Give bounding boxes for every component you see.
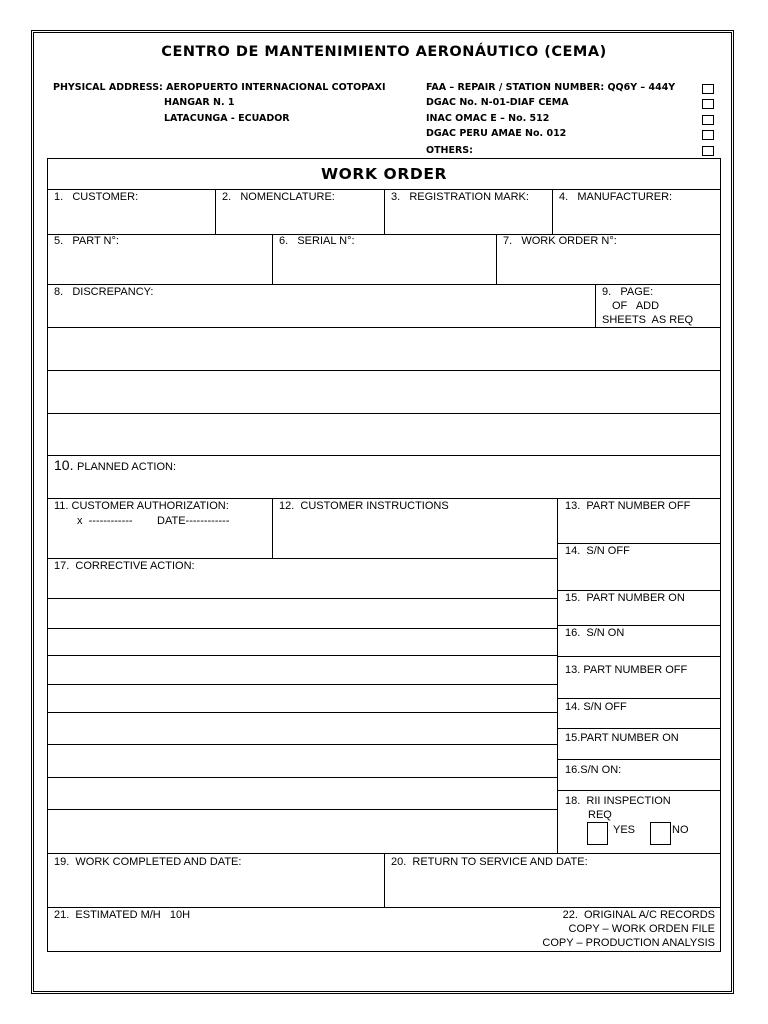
col-divider [557,498,558,853]
row-divider [557,790,721,791]
field-page-label: 9. PAGE: [602,286,654,298]
field-sn-off-label: 14. S/N OFF [565,545,630,557]
col-divider [272,234,273,284]
row-divider [47,744,557,745]
field-registration-mark-label: 3. REGISTRATION MARK: [391,191,529,203]
row-divider [557,656,721,657]
field-estimated-mh-label: 21. ESTIMATED M/H 10H [54,909,191,921]
col-divider [595,284,596,327]
address-city: LATACUNGA - ECUADOR [164,113,290,124]
field-return-to-service-label: 20. RETURN TO SERVICE AND DATE: [391,856,588,868]
row-divider [47,234,721,235]
field-manufacturer-label: 4. MANUFACTURER: [559,191,673,203]
field-sn-on-2-label: 16.S/N ON: [565,764,622,776]
field-nomenclature-label: 2. NOMENCLATURE: [222,191,335,203]
field-part-number-label: 5. PART N°: [54,235,119,247]
field-sn-on-label: 16. S/N ON [565,627,625,639]
row-divider [47,455,721,456]
copy-work-orden-file: COPY – WORK ORDEN FILE [568,923,715,935]
row-divider [47,598,557,599]
field-customer-label: 1. CUSTOMER: [54,191,139,203]
cert-faa: FAA – REPAIR / STATION NUMBER: QQ6Y – 444Y [426,82,676,93]
col-divider [272,498,273,558]
field-customer-authorization-sign: x ------------ DATE------------ [77,515,230,527]
row-divider [47,655,557,656]
rii-yes-label: YES [613,824,636,836]
field-page-of-add: OF ADD [612,300,660,312]
cert-inac: INAC OMAC E – No. 512 [426,113,550,124]
rii-no-label: NO [672,824,689,836]
checkbox-dgac-peru[interactable] [702,130,714,140]
field-sn-off-2-label: 14. S/N OFF [565,701,627,713]
col-divider [384,189,385,234]
row-divider [47,809,557,810]
field-corrective-action-label: 17. CORRECTIVE ACTION: [54,560,195,572]
field-planned-action-label: PLANNED ACTION: [77,461,177,473]
work-order-title: WORK ORDER [320,165,448,183]
field-rii-inspection-label: 18. RII INSPECTION [565,795,671,807]
field-page-sheets: SHEETS AS REQ [602,314,694,326]
cert-dgac-peru: DGAC PERU AMAE No. 012 [426,128,567,139]
checkbox-faa[interactable] [702,84,714,94]
rii-no-checkbox[interactable] [650,822,671,845]
copy-production-analysis: COPY – PRODUCTION ANALYSIS [542,937,715,949]
field-serial-number-label: 6. SERIAL N°: [279,235,355,247]
field-part-number-on-2-label: 15.PART NUMBER ON [565,732,679,744]
field-discrepancy-label: 8. DISCREPANCY: [54,286,154,298]
cert-others: OTHERS: [426,145,473,156]
row-divider [47,370,721,371]
field-original-records-label: 22. ORIGINAL A/C RECORDS [562,909,715,921]
field-work-completed-label: 19. WORK COMPLETED AND DATE: [54,856,242,868]
col-divider [384,853,385,907]
rii-yes-checkbox[interactable] [587,822,608,845]
row-divider [47,684,557,685]
field-part-number-off-2-label: 13. PART NUMBER OFF [565,664,688,676]
row-divider [47,777,557,778]
checkbox-inac[interactable] [702,115,714,125]
row-divider [557,728,721,729]
row-divider [47,712,557,713]
field-customer-instructions-label: 12. CUSTOMER INSTRUCTIONS [279,500,449,512]
field-customer-authorization-label: 11. CUSTOMER AUTHORIZATION: [54,500,229,512]
row-divider [47,413,721,414]
row-divider [557,759,721,760]
row-divider [47,628,557,629]
address-hangar: HANGAR N. 1 [164,97,235,108]
field-part-number-off-label: 13. PART NUMBER OFF [565,500,691,512]
col-divider [552,189,553,234]
checkbox-others[interactable] [702,146,714,156]
physical-address-label: PHYSICAL ADDRESS: AEROPUERTO INTERNACIONAL COTOPAXI [53,82,386,93]
col-divider [215,189,216,234]
field-work-order-number-label: 7. WORK ORDER N°: [503,235,617,247]
organization-title: CENTRO DE MANTENIMIENTO AERONÁUTICO (CEMA) [161,44,607,60]
field-rii-req-label: REQ [588,809,612,821]
field-planned-action-number: 10. [54,457,74,473]
col-divider [496,234,497,284]
checkbox-dgac[interactable] [702,99,714,109]
field-part-number-on-label: 15. PART NUMBER ON [565,592,685,604]
row-divider [47,327,721,328]
row-divider [557,698,721,699]
cert-dgac: DGAC No. N-01-DIAF CEMA [426,97,569,108]
